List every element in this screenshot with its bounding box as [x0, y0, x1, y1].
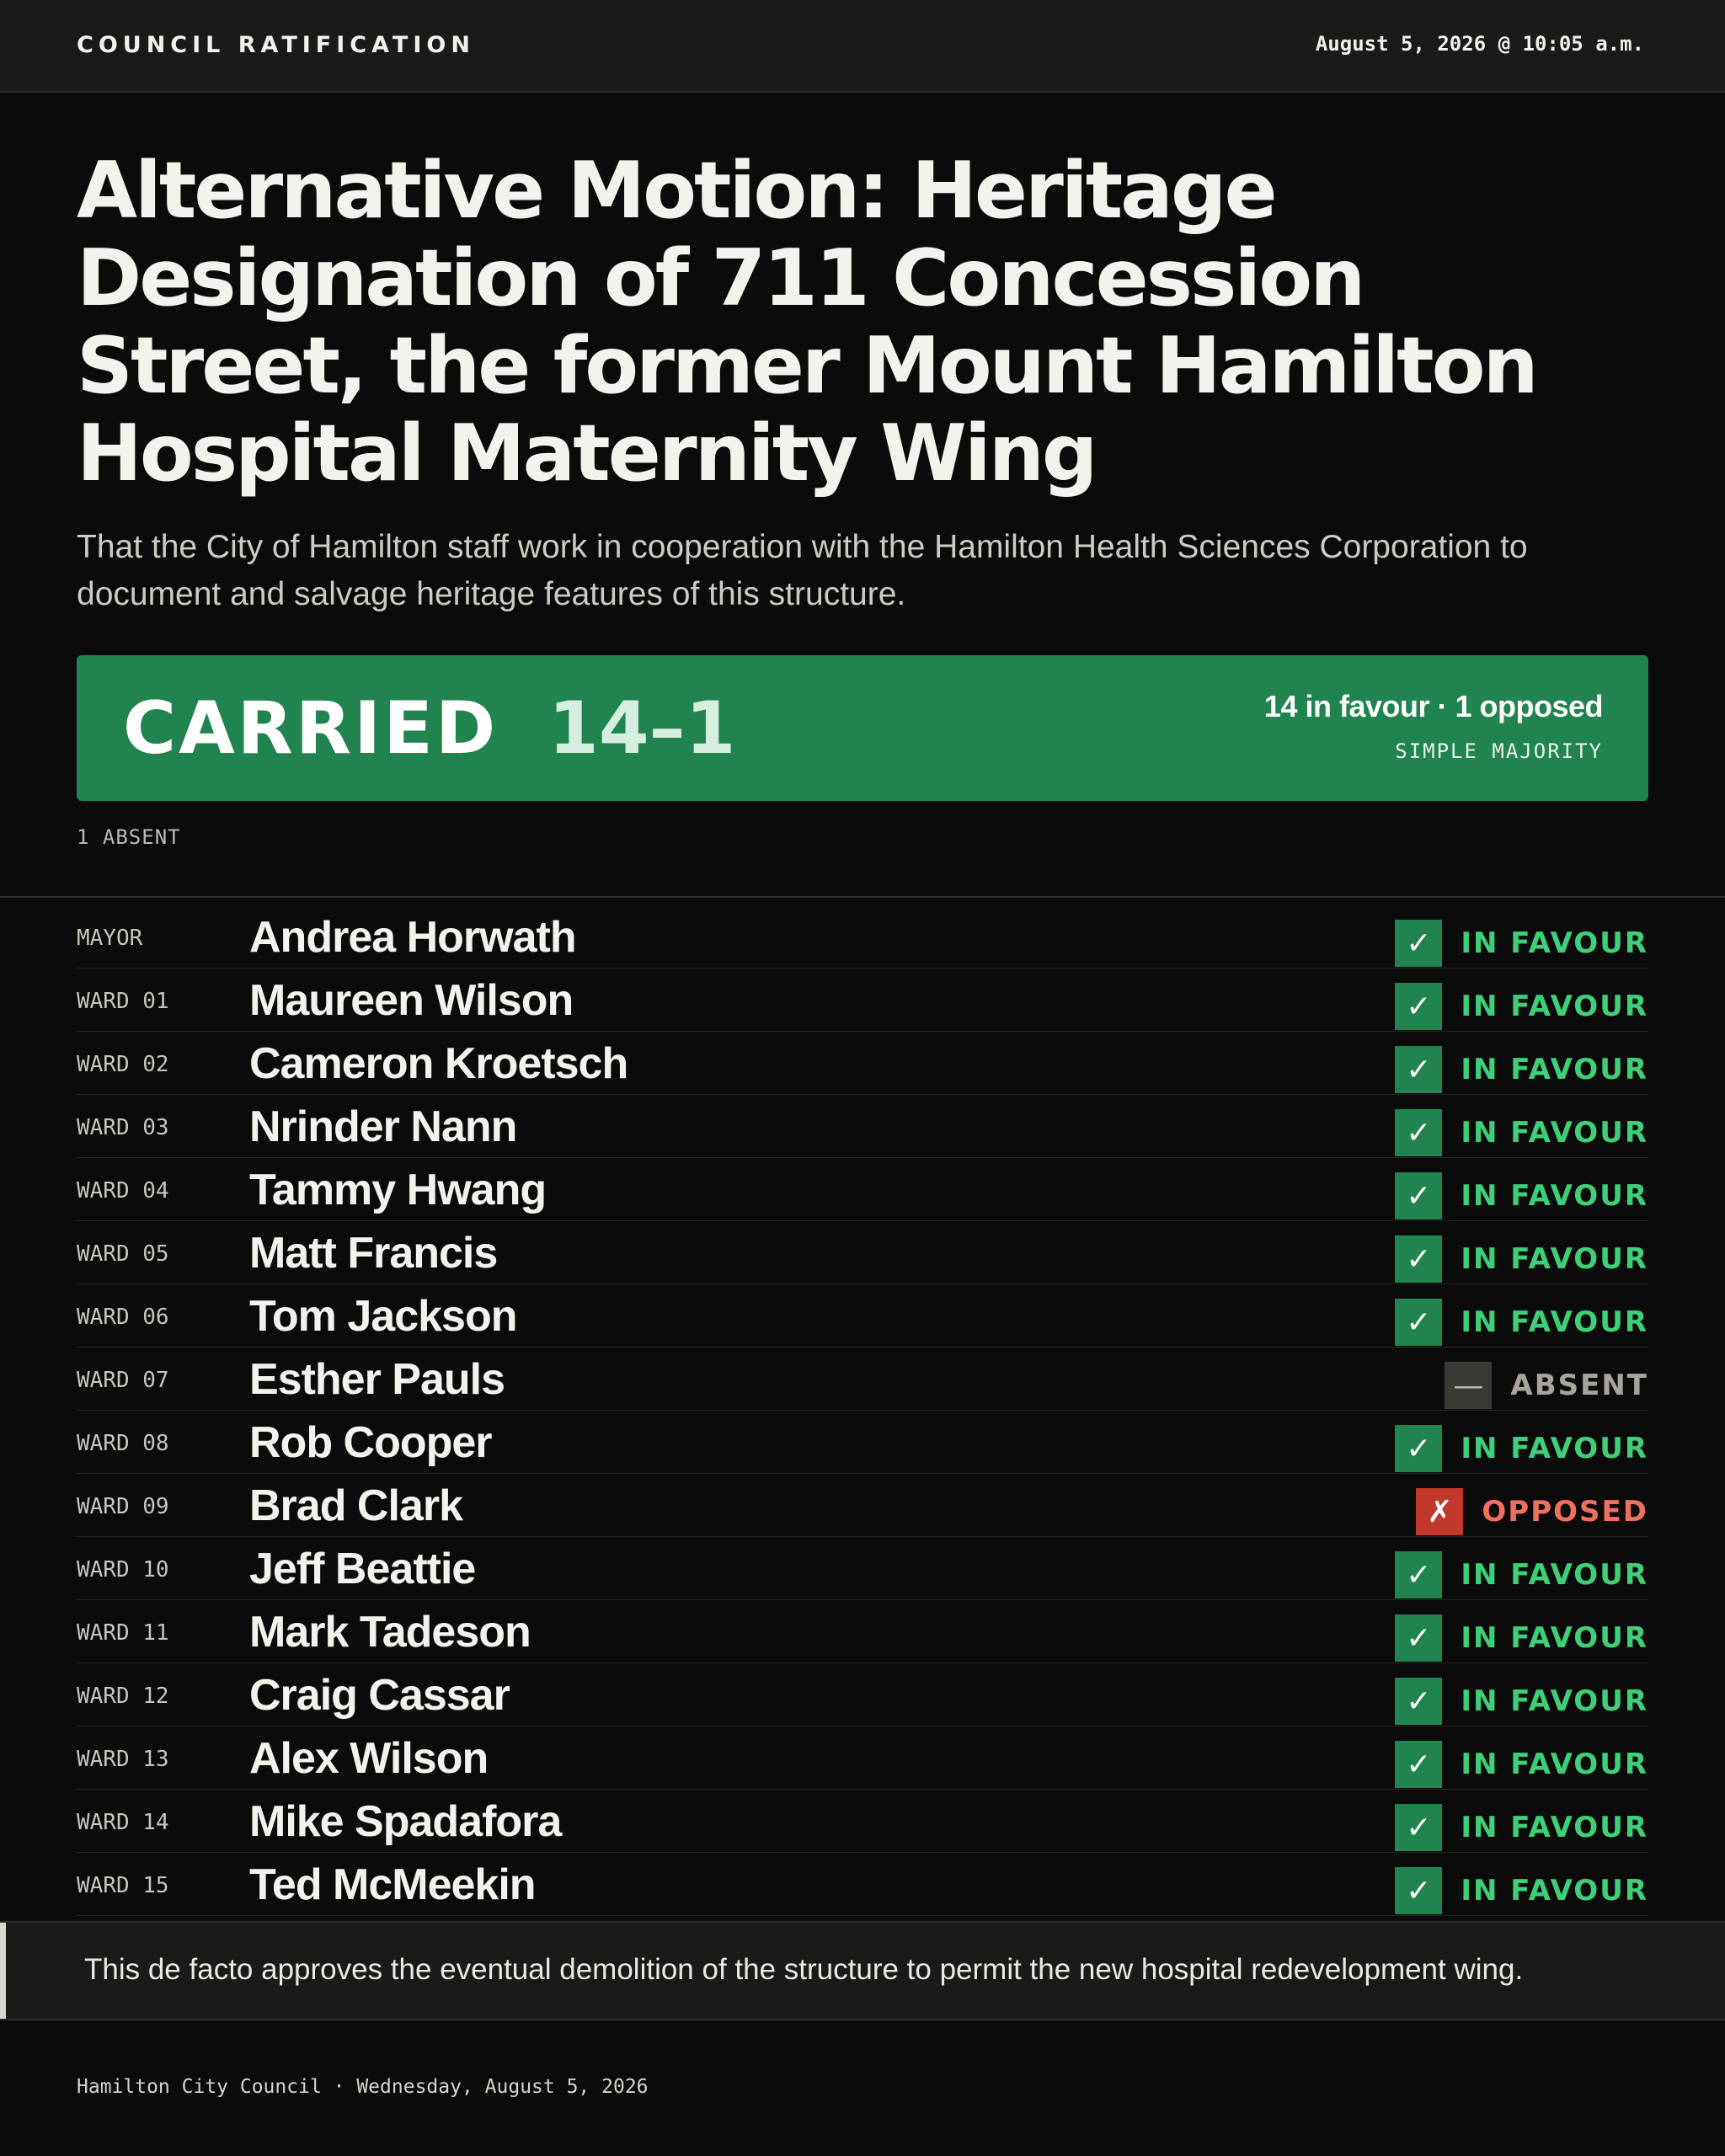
seat-label: WARD 02	[77, 1052, 169, 1077]
section-divider	[0, 896, 1725, 898]
seat-label: WARD 03	[77, 1115, 169, 1140]
vote-status	[1395, 1109, 1648, 1156]
member-name: Nrinder Nann	[249, 1102, 517, 1151]
vote-status	[1395, 1804, 1648, 1851]
check-icon: ✓	[1395, 1804, 1442, 1851]
vote-row-ward-07	[77, 1348, 1648, 1411]
check-icon: ✓	[1395, 1172, 1442, 1219]
vote-status	[1395, 1867, 1648, 1914]
member-name: Rob Cooper	[249, 1418, 492, 1467]
seat-label: WARD 09	[77, 1494, 169, 1519]
vote-status	[1395, 1678, 1648, 1725]
check-icon: ✓	[1395, 1299, 1442, 1346]
vote-status	[1395, 1551, 1648, 1598]
check-icon: ✓	[1395, 1678, 1442, 1725]
member-name: Alex Wilson	[249, 1734, 489, 1783]
check-icon: ✓	[1395, 1741, 1442, 1788]
absent-count: 1 ABSENT	[77, 825, 181, 849]
seat-label: WARD 14	[77, 1810, 169, 1835]
vote-status	[1395, 1741, 1648, 1788]
member-name: Mark Tadeson	[249, 1608, 531, 1657]
result-score: 14–1	[548, 686, 736, 771]
vote-label: IN FAVOUR	[1461, 1242, 1648, 1276]
vote-row-ward-15	[77, 1853, 1648, 1916]
member-name: Matt Francis	[249, 1229, 498, 1278]
check-icon: ✓	[1395, 1614, 1442, 1662]
vote-status	[1395, 1425, 1648, 1472]
vote-row-ward-03	[77, 1095, 1648, 1158]
member-name: Esther Pauls	[249, 1355, 505, 1404]
vote-status	[1395, 1172, 1648, 1219]
member-name: Cameron Kroetsch	[249, 1039, 628, 1088]
check-icon: ✓	[1395, 1235, 1442, 1283]
vote-label: IN FAVOUR	[1461, 1811, 1648, 1844]
vote-row-ward-02	[77, 1032, 1648, 1095]
member-name: Ted McMeekin	[249, 1860, 536, 1909]
vote-row-ward-05	[77, 1221, 1648, 1284]
seat-label: WARD 10	[77, 1557, 169, 1582]
vote-label: OPPOSED	[1482, 1495, 1648, 1529]
vote-status	[1445, 1362, 1648, 1409]
member-name: Tammy Hwang	[249, 1166, 547, 1214]
vote-list	[77, 905, 1648, 1916]
seat-label: WARD 05	[77, 1241, 169, 1267]
seat-label: MAYOR	[77, 926, 143, 951]
vote-row-ward-11	[77, 1600, 1648, 1663]
vote-label: IN FAVOUR	[1461, 1179, 1648, 1213]
vote-row-ward-13	[77, 1726, 1648, 1790]
vote-label: IN FAVOUR	[1461, 1874, 1648, 1908]
cross-icon: ✗	[1416, 1488, 1463, 1535]
note-text: This de facto approves the eventual demolition of the structure to permit the new hospital redevelopment wing.	[84, 1953, 1524, 1986]
vote-row-ward-14	[77, 1790, 1648, 1853]
seat-label: WARD 06	[77, 1305, 169, 1330]
check-icon: ✓	[1395, 1425, 1442, 1472]
check-icon: ✓	[1395, 1867, 1442, 1914]
vote-status	[1416, 1488, 1648, 1535]
vote-label: IN FAVOUR	[1461, 1116, 1648, 1150]
vote-label: IN FAVOUR	[1461, 990, 1648, 1023]
vote-label: IN FAVOUR	[1461, 1558, 1648, 1592]
result-threshold: SIMPLE MAJORITY	[1395, 739, 1603, 763]
vote-status	[1395, 1235, 1648, 1283]
vote-row-ward-09	[77, 1474, 1648, 1537]
vote-status	[1395, 1299, 1648, 1346]
member-name: Mike Spadafora	[249, 1797, 562, 1846]
member-name: Andrea Horwath	[249, 913, 576, 962]
seat-label: WARD 04	[77, 1178, 169, 1203]
member-name: Brad Clark	[249, 1481, 462, 1530]
seat-label: WARD 11	[77, 1620, 169, 1646]
member-name: Jeff Beattie	[249, 1545, 476, 1593]
seat-label: WARD 15	[77, 1873, 169, 1898]
vote-label: IN FAVOUR	[1461, 1432, 1648, 1465]
vote-label: ABSENT	[1510, 1369, 1648, 1402]
vote-status	[1395, 1046, 1648, 1093]
seat-label: WARD 01	[77, 989, 169, 1014]
member-name: Maureen Wilson	[249, 976, 574, 1025]
check-icon: ✓	[1395, 920, 1442, 967]
note-panel	[0, 1921, 1725, 2020]
footer-text: Hamilton City Council · Wednesday, August 5, 2026	[77, 2076, 649, 2098]
check-icon: ✓	[1395, 1046, 1442, 1093]
seat-label: WARD 07	[77, 1368, 169, 1393]
vote-row-mayor	[77, 905, 1648, 969]
vote-label: IN FAVOUR	[1461, 1748, 1648, 1781]
vote-label: IN FAVOUR	[1461, 1684, 1648, 1718]
vote-row-ward-01	[77, 969, 1648, 1032]
result-outcome: CARRIED	[123, 686, 499, 771]
vote-status	[1395, 920, 1648, 967]
brand-label: COUNCIL RATIFICATION	[77, 32, 475, 58]
member-name: Craig Cassar	[249, 1671, 510, 1720]
vote-row-ward-04	[77, 1158, 1648, 1221]
vote-status	[1395, 983, 1648, 1030]
timestamp: August 5, 2026 @ 10:05 a.m.	[1315, 32, 1644, 56]
seat-label: WARD 13	[77, 1747, 169, 1772]
vote-row-ward-12	[77, 1663, 1648, 1726]
vote-label: IN FAVOUR	[1461, 1621, 1648, 1655]
vote-status	[1395, 1614, 1648, 1662]
dash-icon: —	[1445, 1362, 1492, 1409]
note-accent-bar	[0, 1923, 6, 2019]
check-icon: ✓	[1395, 1551, 1442, 1598]
result-banner	[77, 655, 1648, 801]
motion-title: Alternative Motion: Heritage Designation of 711 Concession Street, the former Mount Hamilton Hospital Maternity Wing	[77, 145, 1536, 499]
vote-label: IN FAVOUR	[1461, 1305, 1648, 1339]
top-bar	[0, 0, 1725, 93]
vote-label: IN FAVOUR	[1461, 926, 1648, 960]
motion-summary: That the City of Hamilton staff work in cooperation with the Hamilton Health Sciences Corporation to document and salvage heritage features of this structure.	[77, 529, 1528, 612]
check-icon: ✓	[1395, 1109, 1442, 1156]
check-icon: ✓	[1395, 983, 1442, 1030]
seat-label: WARD 12	[77, 1684, 169, 1709]
vote-row-ward-08	[77, 1411, 1648, 1474]
result-tally: 14 in favour · 1 opposed	[1263, 689, 1603, 723]
vote-row-ward-06	[77, 1284, 1648, 1348]
member-name: Tom Jackson	[249, 1292, 517, 1341]
vote-row-ward-10	[77, 1537, 1648, 1600]
seat-label: WARD 08	[77, 1431, 169, 1456]
vote-label: IN FAVOUR	[1461, 1053, 1648, 1086]
